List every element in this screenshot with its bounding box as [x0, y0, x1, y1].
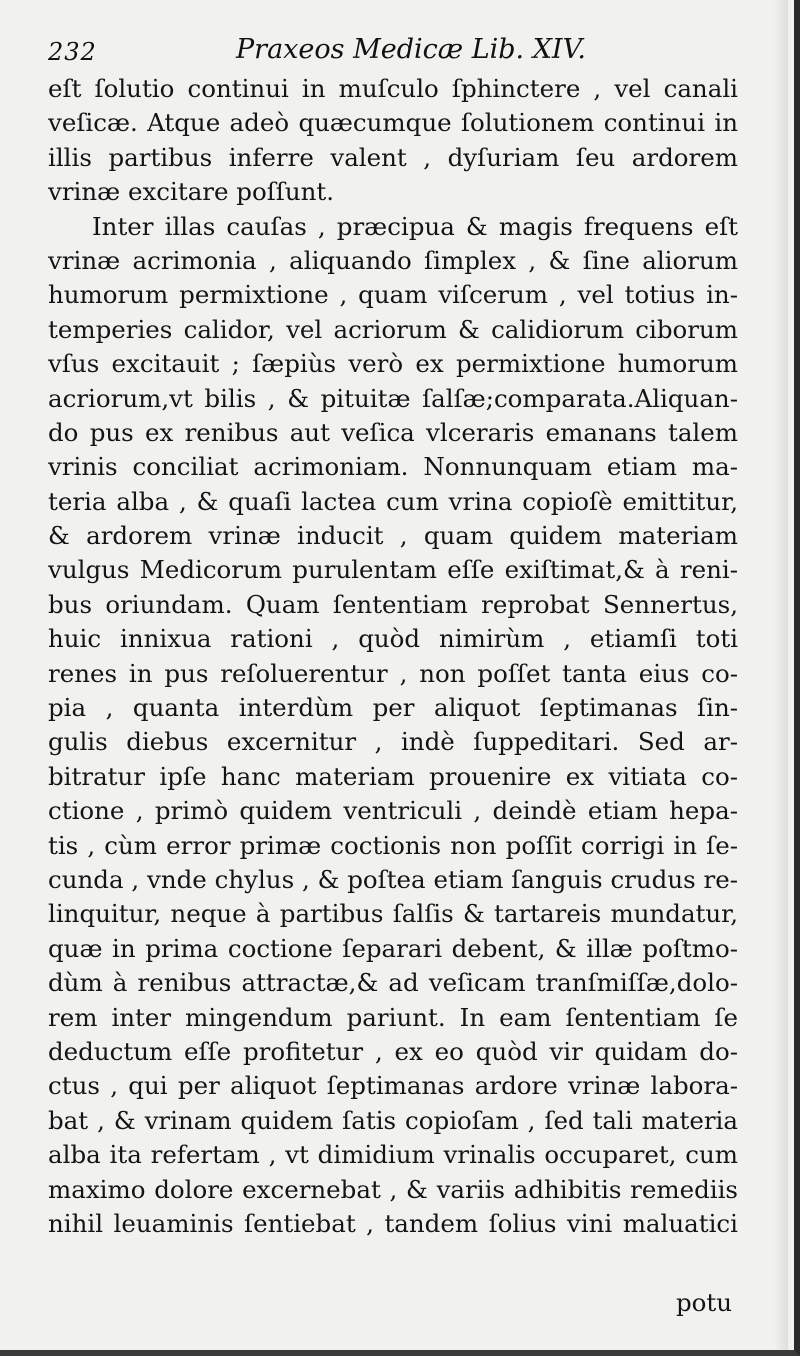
text-line: maximo dolore excernebat , & variis adhibitis remediis: [48, 1174, 738, 1204]
text-line: veſicæ. Atque adeò quæcumque ſolutionem continui in: [48, 108, 738, 138]
text-line: Inter illas cauſas , præcipua & magis frequens eſt: [92, 211, 738, 241]
text-line: bat , & vrinam quidem ſatis copioſam , ſed tali materia: [48, 1105, 738, 1135]
text-line: alba ita refertam , vt dimidium vrinalis occuparet, cum: [48, 1140, 738, 1170]
text-line: cunda , vnde chylus , & poſtea etiam ſanguis crudus re-: [48, 864, 738, 894]
catchword: potu: [675, 1288, 732, 1317]
text-line: deductum eſſe profitetur , ex eo quòd vir quidam do-: [48, 1036, 738, 1066]
text-line: acriorum,vt bilis , & pituitæ ſalſæ;comparata.Aliquan-: [48, 383, 738, 413]
text-line: vſus excitauit ; ſæpiùs verò ex permixtione humorum: [48, 349, 738, 379]
text-line: renes in pus reſoluerentur , non poſſet tanta eius co-: [48, 658, 738, 688]
text-line: rem inter mingendum pariunt. In eam ſententiam ſe: [48, 1002, 738, 1032]
page-edge-shadow: [774, 0, 788, 1350]
page-number: 232: [48, 38, 97, 66]
text-line: dùm à renibus attractæ,& ad veſicam tranſmiſſæ,dolo-: [48, 968, 738, 998]
text-line: bitratur ipſe hanc materiam prouenire ex vitiata co-: [48, 761, 738, 791]
running-head: Praxeos Medicæ Lib. XIV.: [236, 34, 586, 65]
text-line: illis partibus inferre valent , dyſuriam ſeu ardorem: [48, 142, 738, 172]
text-line: do pus ex renibus aut veſica vlceraris emanans talem: [48, 417, 738, 447]
text-line: teria alba , & quaſi lactea cum vrina copioſè emittitur,: [48, 486, 738, 516]
text-line: vrinæ acrimonia , aliquando ſimplex , & ſine aliorum: [48, 245, 738, 275]
text-line: ctione , primò quidem ventriculi , deindè etiam hepa-: [48, 796, 738, 826]
body-text: [48, 72, 738, 1241]
text-line: vulgus Medicorum purulentam eſſe exiſtimat,& à reni-: [48, 555, 738, 585]
text-line: vrinis conciliat acrimoniam. Nonnunquam etiam ma-: [48, 452, 738, 482]
text-line: nihil leuaminis ſentiebat , tandem ſolius vini maluatici: [48, 1208, 738, 1238]
text-line: ctus , qui per aliquot ſeptimanas ardore vrinæ labora-: [48, 1071, 738, 1101]
text-line: vrinæ excitare poſſunt.: [48, 177, 335, 207]
text-line: eſt ſolutio continui in muſculo ſphinctere , vel canali: [48, 74, 738, 103]
text-line: bus oriundam. Quam ſententiam reprobat Sennertus,: [48, 589, 738, 619]
text-line: gulis diebus excernitur , indè ſuppeditari. Sed ar-: [48, 727, 738, 757]
text-line: tis , cùm error primæ coctionis non poſſit corrigi in ſe-: [48, 830, 738, 860]
page-header: [48, 34, 748, 70]
text-line: pia , quanta interdùm per aliquot ſeptimanas ſin-: [48, 693, 738, 723]
text-line: huic innixua rationi , quòd nimirùm , etiamſi toti: [48, 624, 738, 654]
text-line: linquitur, neque à partibus ſalſis & tartareis mundatur,: [48, 899, 738, 929]
text-line: & ardorem vrinæ inducit , quam quidem materiam: [48, 521, 738, 551]
text-line: quæ in prima coctione ſeparari debent, & illæ poſtmo-: [48, 933, 738, 963]
text-line: temperies calidor, vel acriorum & calidiorum ciborum: [48, 314, 738, 344]
text-line: humorum permixtione , quam viſcerum , vel totius in-: [48, 280, 738, 310]
